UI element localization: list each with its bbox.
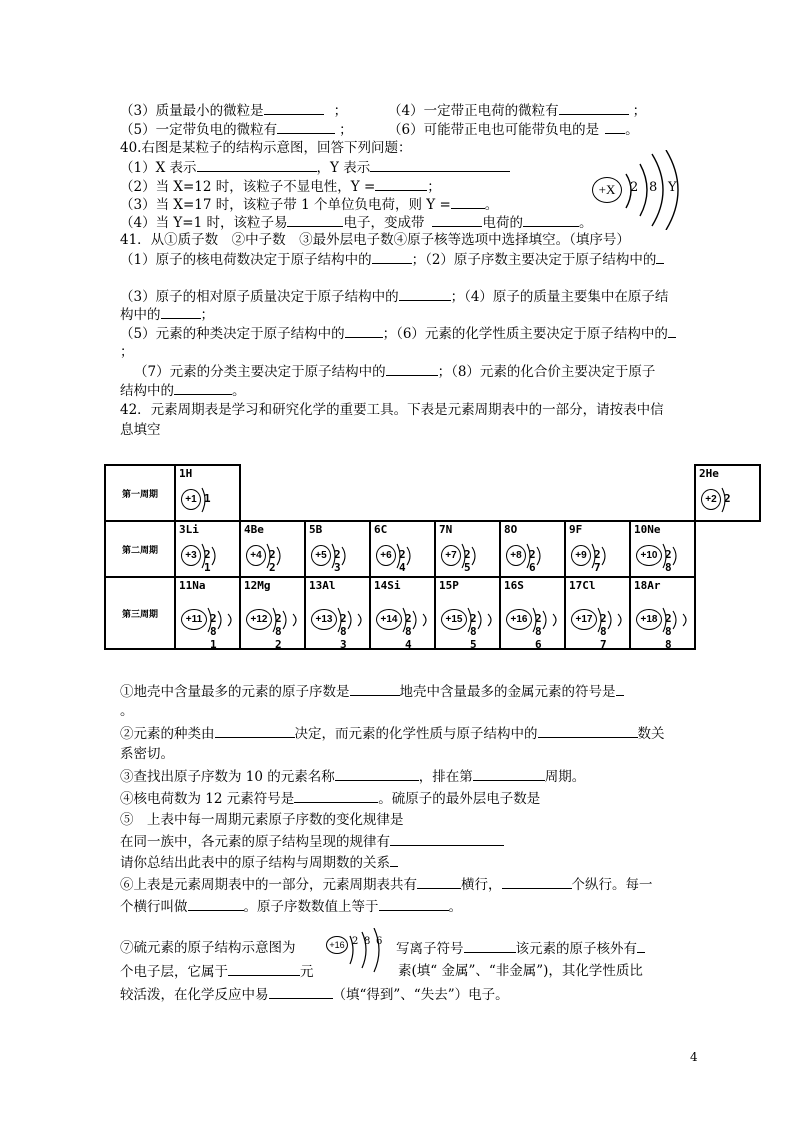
element-cell-Ne — [630, 521, 695, 577]
blank[interactable] — [269, 984, 333, 999]
element-symbol-Si: 14Si — [374, 579, 401, 592]
blank[interactable] — [287, 212, 343, 227]
element-cell-Li — [175, 521, 240, 577]
semicolon: ； — [339, 122, 353, 138]
element-symbol-Cl: 17Cl — [569, 579, 596, 592]
period-row-3 — [105, 577, 760, 649]
s6-text2: 横行， — [461, 877, 502, 893]
blank[interactable] — [372, 249, 412, 264]
electron-shells-Ar: 2 8 8 — [665, 612, 673, 651]
nucleus-Mg: +12 — [246, 609, 272, 630]
blank[interactable] — [473, 766, 545, 781]
q41-6-text: ；（6）元素的化学性质主要决定于原子结构中的 — [382, 326, 668, 342]
sulfur-nucleus: +16 — [326, 936, 348, 954]
element-cell-S — [500, 577, 565, 649]
nucleus-S: +16 — [506, 609, 532, 630]
s6-text3: 个纵行。每一 — [571, 877, 653, 893]
electron-shells-Al: 2 8 3 — [340, 612, 348, 651]
element-cell-Ar — [630, 577, 695, 649]
electron-shells-S: 2 8 6 — [535, 612, 543, 651]
question-6-line — [388, 119, 639, 140]
blank[interactable] — [502, 874, 572, 889]
period-label-1: 第一周期 — [105, 465, 175, 521]
period: 。 — [578, 215, 593, 231]
blank[interactable] — [264, 100, 324, 115]
blank[interactable] — [559, 100, 629, 115]
periodic-table — [104, 464, 761, 650]
element-symbol-Na: 11Na — [179, 579, 206, 592]
empty-space — [240, 465, 630, 521]
element-cell-P — [435, 577, 500, 649]
element-symbol-P: 15P — [439, 579, 459, 592]
blank[interactable] — [294, 788, 378, 803]
s5c-text: 请你总结出此表中的原子结构与周期数的关系 — [120, 855, 390, 871]
period-label-3: 第三周期 — [105, 577, 175, 649]
q40-nucleus: +X — [592, 177, 622, 203]
blank[interactable] — [399, 286, 451, 301]
q40-2-text: （2）当 X=12 时，该粒子不显电性，Y = — [120, 179, 376, 195]
q41-4 — [120, 304, 214, 325]
s7-text3: 该元素的原子核外有 — [515, 941, 637, 957]
s5a: ⑤ 上表中每一周期元素原子序数的变化规律是 — [120, 812, 404, 828]
sulfur-shell-2: 8 — [364, 936, 371, 947]
period: 。 — [625, 122, 639, 138]
q40-3-text: （3）当 X=17 时，该粒子带 1 个单位负电荷，则 Y = — [120, 197, 451, 213]
s6-text5: 。原子序数数值上等于 — [243, 899, 379, 915]
electron-shells-Be: 2 2 — [269, 548, 277, 574]
blank[interactable] — [523, 212, 579, 227]
s7-3: 素(填“ 金属”、“非金属”)，其化学性质比 — [398, 963, 643, 979]
nucleus-C: +6 — [376, 545, 396, 566]
electron-shells-H: 1 — [204, 492, 212, 505]
sulfur-atom-diagram — [326, 928, 392, 974]
s2-text3: 数关 — [637, 726, 665, 742]
q40-4-text: （4）当 Y=1 时，该粒子易 — [120, 215, 288, 231]
s2-end: 系密切。 — [120, 746, 174, 762]
element-cell-B — [305, 521, 370, 577]
period: 。 — [448, 899, 462, 915]
q41-7-text: （7）元素的分类主要决定于原子结构中的 — [134, 364, 386, 380]
electron-shells-F: 2 7 — [594, 548, 602, 574]
nucleus-B: +5 — [311, 545, 331, 566]
period-row-2 — [105, 521, 760, 577]
period-label-2: 第二周期 — [105, 521, 175, 577]
s2-text: ②元素的种类由 — [120, 726, 215, 742]
blank[interactable] — [345, 323, 383, 338]
q41-3-text: （3）原子的相对原子质量决定于原子结构中的 — [120, 289, 399, 305]
s1-text2: 地壳中含量最多的金属元素的符号是 — [399, 684, 616, 700]
s6 — [120, 874, 653, 895]
blank[interactable] — [228, 961, 300, 976]
nucleus-P: +15 — [441, 609, 467, 630]
s5c — [120, 852, 398, 873]
element-cell-Na — [175, 577, 240, 649]
element-symbol-Li: 3Li — [179, 523, 199, 536]
element-symbol-B: 5B — [309, 523, 323, 536]
q41-8-text2: 结构中的 — [120, 383, 174, 399]
question-3-line — [120, 100, 347, 121]
question-5-line — [120, 119, 353, 140]
electron-shells-N: 2 5 — [464, 548, 472, 574]
s4-text: ④核电荷数为 12 元素符号是 — [120, 791, 295, 807]
period: 。 — [232, 383, 246, 399]
element-symbol-Al: 13Al — [309, 579, 336, 592]
blank[interactable] — [432, 212, 482, 227]
electron-shells-B: 2 3 — [334, 548, 342, 574]
element-symbol-He: 2He — [699, 467, 719, 480]
q41-5 — [120, 323, 676, 344]
q41-2-text: ；（2）原子序数主要决定于原子结构中的 — [411, 252, 657, 268]
s5b-text: 在同一族中，各元素的原子结构呈现的规律有 — [120, 834, 390, 850]
element-symbol-H: 1H — [179, 467, 193, 480]
element-cell-Si — [370, 577, 435, 649]
electron-shells-Li: 2 1 — [204, 548, 212, 574]
blank[interactable] — [605, 119, 625, 134]
nucleus-Li: +3 — [181, 545, 201, 566]
nucleus-Na: +11 — [181, 609, 207, 630]
blank[interactable] — [370, 157, 510, 172]
blank[interactable] — [386, 361, 438, 376]
blank[interactable] — [538, 723, 638, 738]
q3-text: （3）质量最小的微粒是 — [120, 103, 264, 119]
blank[interactable] — [215, 723, 295, 738]
blank[interactable] — [379, 896, 449, 911]
s6-2 — [120, 896, 462, 917]
element-cell-Cl — [565, 577, 630, 649]
s7-b — [396, 938, 645, 959]
s7-text: ⑦硫元素的原子结构示意图为 — [120, 940, 296, 956]
s3-text: ③查找出原子序数为 10 的元素名称 — [120, 769, 335, 785]
s5b — [120, 831, 504, 852]
q41-5-text: （5）元素的种类决定于原子结构中的 — [120, 326, 345, 342]
element-cell-O — [500, 521, 565, 577]
q41-8 — [120, 380, 246, 401]
electron-shells-Cl: 2 8 7 — [600, 612, 608, 651]
blank[interactable] — [616, 681, 624, 696]
element-cell-N — [435, 521, 500, 577]
blank[interactable] — [464, 938, 516, 953]
element-symbol-N: 7N — [439, 523, 453, 536]
q40-1-text2: ，Y 表示 — [316, 160, 371, 176]
s3 — [120, 766, 585, 787]
blank[interactable] — [161, 304, 201, 319]
q40-atom-diagram — [588, 150, 698, 230]
element-cell-He — [695, 465, 760, 521]
q40-4-text3: 电荷的 — [482, 215, 523, 231]
q41-1 — [120, 249, 664, 270]
electron-shells-He: 2 — [724, 492, 732, 505]
empty-space — [630, 465, 695, 521]
s1-end: 。 — [120, 703, 134, 719]
element-cell-F — [565, 521, 630, 577]
element-cell-C — [370, 521, 435, 577]
electron-shells-Na: 2 8 1 — [210, 612, 218, 651]
nucleus-Si: +14 — [376, 609, 402, 630]
nucleus-Ar: +18 — [636, 609, 662, 630]
q40-4-text2: 电子，变成带 — [343, 215, 425, 231]
element-symbol-C: 6C — [374, 523, 388, 536]
s1-text: ①地壳中含量最多的元素的原子序数是 — [120, 684, 350, 700]
q41-6: ； — [120, 344, 134, 360]
q6-text: （6）可能带正电也可能带负电的是 — [388, 122, 600, 138]
sulfur-shell-1: 2 — [352, 936, 359, 947]
q42-title-2: 息填空 — [120, 422, 161, 438]
electron-shells-C: 2 4 — [399, 548, 407, 574]
s4 — [120, 788, 540, 809]
element-cell-Al — [305, 577, 370, 649]
electron-shells-O: 2 6 — [529, 548, 537, 574]
blank[interactable] — [197, 157, 317, 172]
element-cell-Mg — [240, 577, 305, 649]
q40-1-text: （1）X 表示 — [120, 160, 197, 176]
blank[interactable] — [335, 766, 419, 781]
blank[interactable] — [375, 176, 427, 191]
semicolon: ； — [333, 103, 348, 119]
page-number: 4 — [690, 1050, 698, 1064]
blank[interactable] — [350, 681, 400, 696]
semicolon: ； — [632, 103, 647, 119]
s2 — [120, 723, 665, 744]
blank[interactable] — [637, 938, 645, 953]
element-symbol-S: 16S — [504, 579, 524, 592]
period-row-1 — [105, 465, 760, 521]
nucleus-F: +9 — [571, 545, 591, 566]
q40-title: 40.右图是某粒子的结构示意图，回答下列问题： — [120, 140, 412, 156]
electron-shells-P: 2 8 5 — [470, 612, 478, 651]
q41-7 — [134, 361, 655, 382]
q42-title: 42．元素周期表是学习和研究化学的重要工具。下表是元素周期表中的一部分，请按表中信 — [120, 402, 664, 418]
semicolon: ； — [427, 179, 441, 195]
s2-text2: 决定，而元素的化学性质与原子结构中的 — [294, 726, 538, 742]
s3-text2: ，排在第 — [418, 769, 473, 785]
q4-text: （4）一定带正电荷的微粒有 — [388, 103, 559, 119]
s4-text2: 。硫原子的最外层电子数是 — [378, 791, 541, 807]
element-symbol-O: 8O — [504, 523, 518, 536]
s1 — [120, 681, 624, 702]
element-cell-H — [175, 465, 240, 521]
electron-shells-Si: 2 8 4 — [405, 612, 413, 651]
blank[interactable] — [417, 874, 461, 889]
element-symbol-Ar: 18Ar — [634, 579, 661, 592]
q40-shell-3: Y — [668, 180, 677, 195]
blank[interactable] — [174, 380, 232, 395]
element-symbol-F: 9F — [569, 523, 583, 536]
s3-text3: 周期。 — [544, 769, 586, 785]
s6-text4: 个横行叫做 — [120, 899, 188, 915]
q40-1 — [120, 157, 510, 178]
element-cell-Be — [240, 521, 305, 577]
sulfur-shell-3: 6 — [376, 936, 383, 947]
q41-8-text: ；（8）元素的化合价主要决定于原子 — [437, 364, 656, 380]
period: 。 — [484, 197, 499, 213]
s7-text4: 个电子层，它属于 — [120, 964, 228, 980]
nucleus-Be: +4 — [246, 545, 266, 566]
element-symbol-Ne: 10Ne — [634, 523, 661, 536]
blank[interactable] — [656, 249, 664, 264]
blank[interactable] — [390, 831, 504, 846]
blank[interactable] — [188, 896, 244, 911]
s6-text: ⑥上表是元素周期表中的一部分，元素周期表共有 — [120, 877, 417, 893]
s7 — [120, 938, 296, 958]
s7-text5: 元 — [300, 964, 314, 980]
q41-4-text2: 构中的 — [120, 307, 161, 323]
electron-shells-Mg: 2 8 2 — [275, 612, 283, 651]
blank[interactable] — [277, 119, 335, 134]
element-symbol-Be: 4Be — [244, 523, 264, 536]
nucleus-He: +2 — [701, 489, 721, 510]
nucleus-Ne: +10 — [636, 545, 662, 566]
nucleus-O: +8 — [506, 545, 526, 566]
s7-text8: （填“得到”、“失去”）电子。 — [332, 987, 509, 1003]
blank[interactable] — [390, 852, 398, 867]
electron-shells-Ne: 2 8 — [665, 548, 673, 574]
blank[interactable] — [668, 323, 676, 338]
q5-text: （5）一定带负电的微粒有 — [120, 122, 278, 138]
nucleus-H: +1 — [181, 489, 201, 510]
q41-title: 41．从①质子数 ②中子数 ③最外层电子数④原子核等选项中选择填空。（填序号） — [120, 232, 630, 248]
s7-2 — [120, 961, 314, 982]
element-symbol-Mg: 12Mg — [244, 579, 271, 592]
s7-4 — [120, 984, 509, 1005]
q41-1-text: （1）原子的核电荷数决定于原子结构中的 — [120, 252, 372, 268]
q40-shell-2: 8 — [649, 180, 658, 195]
s7-text7: 较活泼，在化学反应中易 — [120, 987, 269, 1003]
semicolon: ； — [200, 307, 214, 323]
question-4-line — [388, 100, 646, 121]
q41-4-text: ；（4）原子的质量主要集中在原子结 — [450, 289, 669, 305]
blank[interactable] — [451, 194, 485, 209]
nucleus-Cl: +17 — [571, 609, 597, 630]
nucleus-Al: +13 — [311, 609, 337, 630]
nucleus-N: +7 — [441, 545, 461, 566]
s7-text2: 写离子符号 — [396, 941, 464, 957]
q40-shell-1: 2 — [630, 180, 639, 195]
